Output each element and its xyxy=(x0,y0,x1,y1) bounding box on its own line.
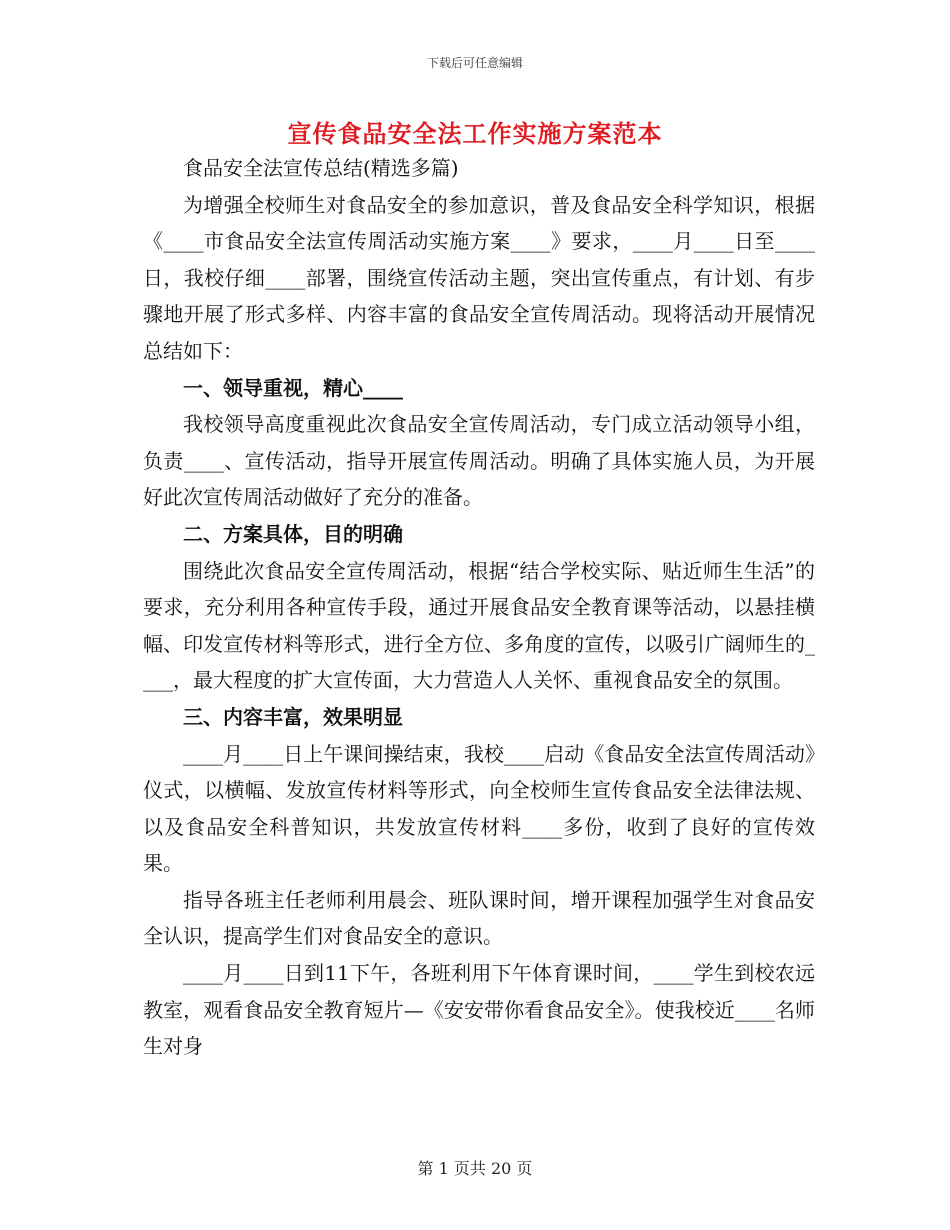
section-heading-1: 一、领导重视，精心____ xyxy=(183,375,403,400)
paragraph-subtitle: 食品安全法宣传总结(精选多篇) xyxy=(183,156,459,180)
paragraph-section-3b: 指导各班主任老师利用晨会、班队课时间，增开课程加强学生对食品安全认识，提高学生们对食品安全的意识。 xyxy=(143,887,815,949)
section-heading-3: 三、内容丰富，效果明显 xyxy=(183,704,403,729)
paragraph-section-3a: ____月____日上午课间操结束，我校____启动《食品安全法宣传周活动》仪式，以横幅、发放宣传材料等形式，向全校师生宣传食品安全法律法规、以及食品安全科普知识，共发放宣传材料____多份，收到了良好的宣传效果。 xyxy=(143,741,815,876)
header-note: 下载后可任意编辑 xyxy=(426,56,523,70)
paragraph-section-1: 我校领导高度重视此次食品安全宣传周活动，专门成立活动领导小组，负责____、宣传活动，指导开展宣传周活动。明确了具体实施人员，为开展好此次宣传周活动做好了充分的准备。 xyxy=(143,412,815,510)
paragraph-section-2: 围绕此次食品安全宣传周活动，根据“结合学校实际、贴近师生生活”的要求，充分利用各种宣传手段，通过开展食品安全教育课等活动，以悬挂横幅、印发宣传材料等形式，进行全方位、多角度的宣传，以吸引广阔师生的____，最大程度的扩大宣传面，大力营造人人关怀、重视食品安全的氛围。 xyxy=(143,558,815,693)
document-title: 宣传食品安全法工作实施方案范本 xyxy=(287,119,663,148)
paragraph-intro: 为增强全校师生对食品安全的参加意识，普及食品安全科学知识，根据《____市食品安全法宣传周活动实施方案____》要求，____月____日至____日，我校仔细____部署，围绕宣传活动主题，突出宣传重点，有计划、有步骤地开展了形式多样、内容丰富的食品安全宣传周活动。现将活动开展情况总结如下： xyxy=(143,192,815,363)
section-heading-2: 二、方案具体，目的明确 xyxy=(183,521,403,546)
page-footer: 第 1 页共 20 页 xyxy=(417,1159,533,1178)
document-body xyxy=(143,150,815,1065)
paragraph-section-3c: ____月____日到11下午，各班利用下午体育课时间，____学生到校农远教室，观看食品安全教育短片—《安安带你看食品安全》。使我校近____名师生对身 xyxy=(143,961,815,1059)
